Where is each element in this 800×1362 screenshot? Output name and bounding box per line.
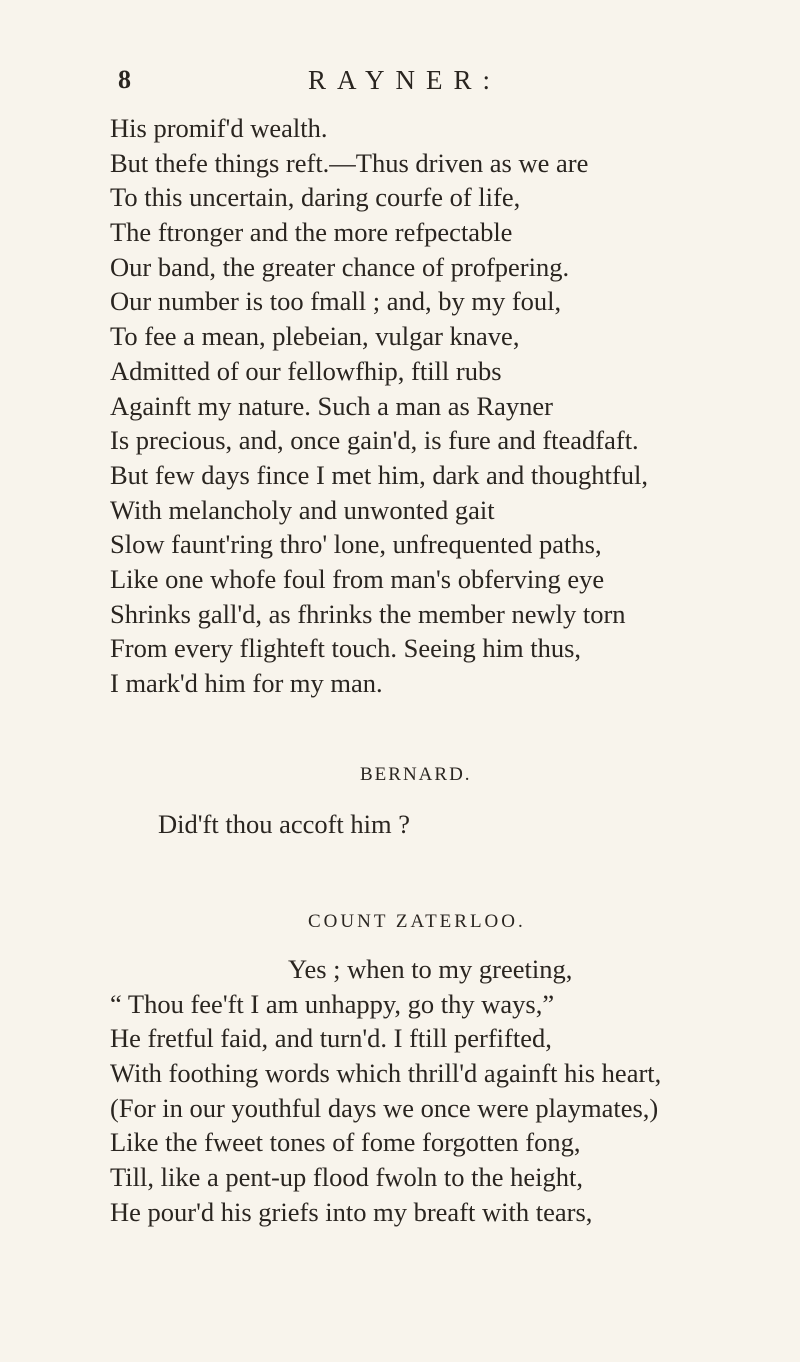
verse-line: From every flighteft touch. Seeing him thus, bbox=[110, 633, 582, 664]
speaker-name: COUNT ZATERLOO. bbox=[308, 911, 526, 932]
verse-line: Slow faunt'ring thro' lone, unfrequented paths, bbox=[110, 529, 602, 560]
verse-line: Did'ft thou accoft him ? bbox=[158, 809, 411, 839]
verse-line: His promif'd wealth. bbox=[110, 113, 328, 143]
verse-line: He fretful faid, and turn'd. I ftill perfifted, bbox=[110, 1023, 552, 1054]
verse-passage-1 bbox=[110, 111, 648, 701]
verse-line: To fee a mean, plebeian, vulgar knave, bbox=[110, 321, 520, 352]
verse-line: “ Thou fee'ft I am unhappy, go thy ways,” bbox=[110, 988, 555, 1019]
verse-line: Like one whofe foul from man's obferving eye bbox=[110, 563, 605, 594]
verse-line: Againft my nature. Such a man as Rayner bbox=[110, 390, 554, 421]
verse-line: The ftronger and the more refpectable bbox=[110, 217, 513, 248]
verse-line: Shrinks gall'd, as fhrinks the member newly torn bbox=[110, 598, 626, 629]
verse-line: With melancholy and unwonted gait bbox=[110, 494, 495, 525]
verse-line: Like the fweet tones of fome forgotten fong, bbox=[110, 1127, 581, 1158]
verse-line: To this uncertain, daring courfe of life, bbox=[110, 182, 521, 213]
verse-line: Is precious, and, once gain'd, is fure and fteadfaft. bbox=[110, 425, 639, 456]
verse-line: I mark'd him for my man. bbox=[110, 668, 383, 698]
verse-line: But few days fince I met him, dark and thoughtful, bbox=[110, 459, 648, 490]
verse-line: Yes ; when to my greeting, bbox=[288, 954, 573, 984]
verse-line: But thefe things reft.—Thus driven as we are bbox=[110, 147, 589, 178]
verse-passage-2 bbox=[158, 807, 410, 842]
verse-line: (For in our youthful days we once were playmates,) bbox=[110, 1092, 659, 1123]
verse-line: Our number is too fmall ; and, by my foul, bbox=[110, 286, 562, 317]
verse-line: Admitted of our fellowfhip, ftill rubs bbox=[110, 355, 502, 386]
page-header bbox=[0, 62, 800, 98]
speaker-name: BERNARD. bbox=[360, 764, 472, 785]
verse-line: With foothing words which thrill'd againft his heart, bbox=[110, 1058, 662, 1089]
running-head: RAYNER: bbox=[308, 65, 502, 95]
verse-line: Till, like a pent-up flood fwoln to the height, bbox=[110, 1162, 584, 1193]
verse-line: Our band, the greater chance of profpering. bbox=[110, 251, 570, 282]
verse-line: He pour'd his griefs into my breaft with tears, bbox=[110, 1196, 593, 1227]
page-number: 8 bbox=[118, 65, 131, 94]
verse-passage-3 bbox=[110, 952, 661, 1230]
